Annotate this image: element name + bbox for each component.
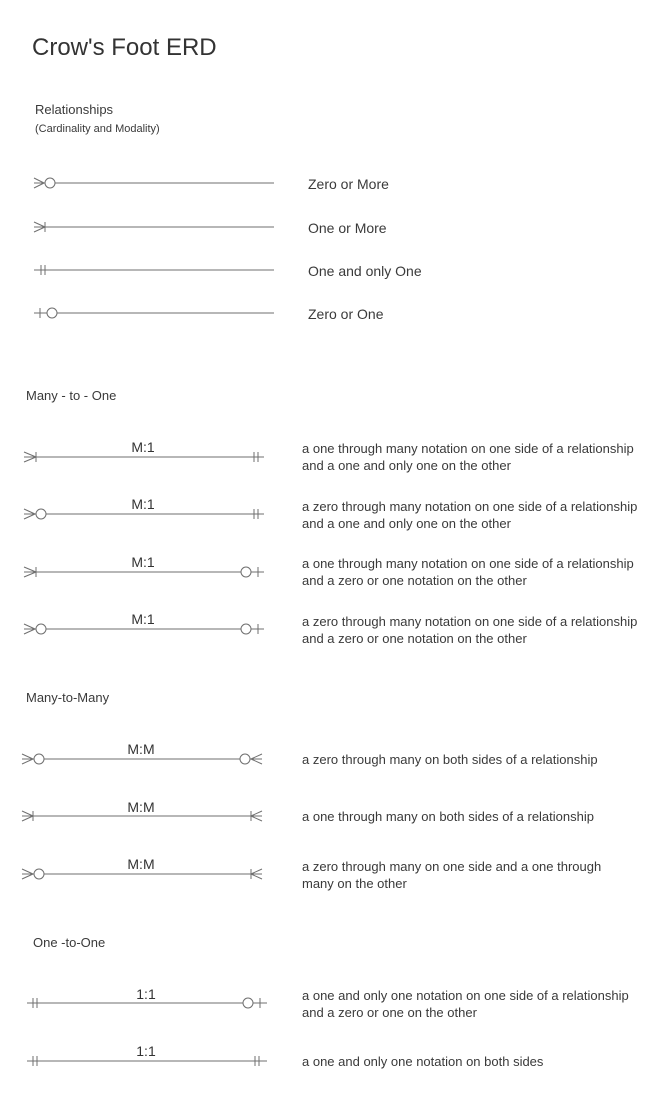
connector-mm-zero-many-both [22, 754, 262, 764]
cardinality-label: 1:1 [136, 986, 156, 1002]
connector-m1-zero-many-to-zero-one [24, 624, 264, 634]
relationship-description: a one through many on both sides of a relationship [302, 809, 594, 824]
relationship-description: a one through many notation on one side of a relationship and a zero or one notation on the other [302, 556, 634, 588]
connector-m1-one-many-to-zero-one [24, 567, 264, 577]
cardinality-label: M:1 [131, 496, 155, 512]
cardinality-label: M:M [127, 799, 155, 815]
relationship-description: a zero through many on one side and a one through many on the other [302, 859, 602, 891]
cardinality-label: 1:1 [136, 1043, 156, 1059]
cardinality-label: M:1 [131, 439, 155, 455]
relationship-description: a zero through many notation on one side of a relationship and a zero or one notation on the other [302, 614, 638, 646]
connector-mm-one-many-both [22, 811, 262, 821]
connector-one-and-only-one [34, 265, 274, 275]
legend-label-zero-or-one: Zero or One [308, 306, 384, 322]
connector-11-one-to-one [27, 1056, 267, 1066]
page-title: Crow's Foot ERD [32, 34, 217, 61]
connector-11-one-to-zero-one [27, 998, 267, 1008]
cardinality-label: M:1 [131, 611, 155, 627]
legend-label-zero-or-more: Zero or More [308, 176, 389, 192]
relationship-description: a one and only one notation on both sides [302, 1054, 544, 1069]
connector-one-or-more [34, 222, 274, 232]
legend-label-one-or-more: One or More [308, 220, 387, 236]
cardinality-label: M:1 [131, 554, 155, 570]
many-to-one-heading: Many - to - One [26, 388, 117, 403]
connector-zero-or-more [34, 178, 274, 188]
relationships-subheading: (Cardinality and Modality) [35, 123, 160, 135]
relationship-description: a zero through many notation on one side of a relationship and a one and only one on the other [302, 499, 638, 531]
many-to-many-heading: Many-to-Many [26, 690, 110, 705]
cardinality-label: M:M [127, 856, 155, 872]
legend-label-one-and-only-one: One and only One [308, 263, 422, 279]
relationships-heading: Relationships [35, 102, 114, 117]
relationship-description: a zero through many on both sides of a relationship [302, 752, 598, 767]
connector-zero-or-one [34, 308, 274, 318]
connector-mm-zero-many-one-many [22, 869, 262, 879]
relationship-description: a one and only one notation on one side of a relationship and a zero or one on the other [302, 988, 629, 1020]
cardinality-label: M:M [127, 741, 155, 757]
connector-m1-zero-many-to-one [24, 509, 264, 519]
connector-m1-one-many-to-one [24, 452, 264, 462]
relationship-description: a one through many notation on one side of a relationship and a one and only one on the other [302, 441, 634, 473]
one-to-one-heading: One -to-One [33, 935, 106, 950]
